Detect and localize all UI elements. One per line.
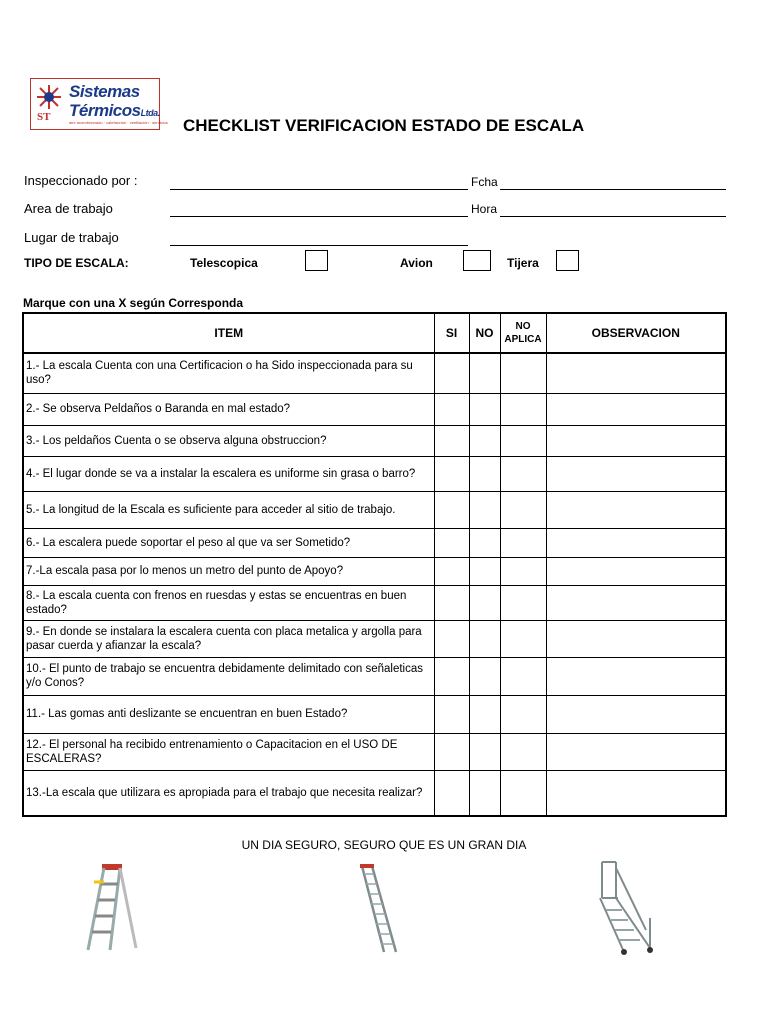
area-label: Area de trabajo	[24, 201, 113, 216]
inspeccionado-label: Inspeccionado por :	[24, 173, 138, 188]
si-cell[interactable]	[434, 733, 469, 770]
si-cell[interactable]	[434, 491, 469, 528]
area-field[interactable]	[170, 216, 468, 217]
observacion-cell[interactable]	[546, 620, 726, 657]
checklist-row	[23, 695, 726, 733]
observacion-cell[interactable]	[546, 491, 726, 528]
hora-field[interactable]	[500, 216, 726, 217]
inspeccionado-field[interactable]	[170, 189, 468, 190]
no-cell[interactable]	[469, 491, 500, 528]
si-cell[interactable]	[434, 620, 469, 657]
header-item: ITEM	[23, 313, 434, 353]
checklist-item-text: 5.- La longitud de la Escala es suficiente para acceder al sitio de trabajo.	[23, 491, 434, 528]
checklist-table	[22, 312, 727, 817]
tipo-tijera-label: Tijera	[507, 256, 539, 270]
observacion-cell[interactable]	[546, 353, 726, 393]
page-title: CHECKLIST VERIFICACION ESTADO DE ESCALA	[183, 116, 585, 135]
logo-line2: TérmicosLtda.	[69, 101, 160, 120]
logo-mark: ST	[37, 111, 51, 123]
logo-line1: Sistemas	[69, 82, 140, 101]
no-cell[interactable]	[469, 456, 500, 491]
observacion-cell[interactable]	[546, 456, 726, 491]
checklist-row	[23, 770, 726, 816]
tipo-label: TIPO DE ESCALA:	[24, 256, 129, 270]
header-observacion: OBSERVACION	[546, 313, 726, 353]
si-cell[interactable]	[434, 528, 469, 557]
hora-label: Hora	[471, 202, 498, 216]
no-cell[interactable]	[469, 585, 500, 620]
observacion-cell[interactable]	[546, 528, 726, 557]
no-cell[interactable]	[469, 425, 500, 456]
no-aplica-cell[interactable]	[500, 557, 546, 585]
no-aplica-cell[interactable]	[500, 491, 546, 528]
no-cell[interactable]	[469, 528, 500, 557]
si-cell[interactable]	[434, 657, 469, 695]
si-cell[interactable]	[434, 695, 469, 733]
extension-ladder-image	[358, 864, 400, 954]
si-cell[interactable]	[434, 393, 469, 425]
no-aplica-cell[interactable]	[500, 353, 546, 393]
safety-slogan: UN DIA SEGURO, SEGURO QUE ES UN GRAN DIA	[241, 838, 527, 852]
observacion-cell[interactable]	[546, 393, 726, 425]
no-cell[interactable]	[469, 695, 500, 733]
checklist-item-text: 10.- El punto de trabajo se encuentra debidamente delimitado con señaleticas y/o Conos?	[23, 657, 434, 695]
observacion-cell[interactable]	[546, 733, 726, 770]
checklist-row	[23, 557, 726, 585]
si-cell[interactable]	[434, 353, 469, 393]
tijera-checkbox[interactable]	[556, 250, 579, 271]
logo-tagline: aire acondicionado · calefacción · ventilación · servicios	[69, 120, 168, 125]
checklist-item-text: 12.- El personal ha recibido entrenamiento o Capacitacion en el USO DE ESCALERAS?	[23, 733, 434, 770]
avion-checkbox[interactable]	[463, 250, 491, 271]
no-aplica-cell[interactable]	[500, 528, 546, 557]
instruction-text: Marque con una X según Corresponda	[23, 296, 244, 310]
checklist-item-text: 8.- La escala cuenta con frenos en ruesdas y estas se encuentras en buen estado?	[23, 585, 434, 620]
si-cell[interactable]	[434, 585, 469, 620]
observacion-cell[interactable]	[546, 657, 726, 695]
no-aplica-cell[interactable]	[500, 456, 546, 491]
observacion-cell[interactable]	[546, 425, 726, 456]
no-aplica-cell[interactable]	[500, 770, 546, 816]
checklist-item-text: 1.- La escala Cuenta con una Certificacion o ha Sido inspeccionada para su uso?	[23, 353, 434, 393]
scissor-ladder-image	[80, 862, 142, 952]
si-cell[interactable]	[434, 770, 469, 816]
checklist-item-text: 11.- Las gomas anti deslizante se encuentran en buen Estado?	[23, 695, 434, 733]
header-si: SI	[434, 313, 469, 353]
checklist-row	[23, 456, 726, 491]
no-cell[interactable]	[469, 557, 500, 585]
fecha-field[interactable]	[500, 189, 726, 190]
no-cell[interactable]	[469, 393, 500, 425]
no-aplica-cell[interactable]	[500, 585, 546, 620]
header-no: NO	[469, 313, 500, 353]
checklist-item-text: 4.- El lugar donde se va a instalar la escalera es uniforme sin grasa o barro?	[23, 456, 434, 491]
checklist-row	[23, 491, 726, 528]
no-aplica-cell[interactable]	[500, 733, 546, 770]
observacion-cell[interactable]	[546, 585, 726, 620]
no-aplica-cell[interactable]	[500, 393, 546, 425]
observacion-cell[interactable]	[546, 695, 726, 733]
no-cell[interactable]	[469, 733, 500, 770]
no-cell[interactable]	[469, 770, 500, 816]
company-logo	[30, 78, 168, 130]
platform-ladder-image	[594, 858, 656, 956]
sun-icon	[35, 83, 63, 111]
fecha-label: Fcha	[471, 175, 498, 189]
checklist-row	[23, 528, 726, 557]
no-aplica-cell[interactable]	[500, 695, 546, 733]
no-aplica-cell[interactable]	[500, 425, 546, 456]
checklist-item-text: 2.- Se observa Peldaños o Baranda en mal estado?	[23, 393, 434, 425]
table-header-row	[23, 313, 726, 353]
si-cell[interactable]	[434, 456, 469, 491]
checklist-row	[23, 733, 726, 770]
checklist-row	[23, 657, 726, 695]
checklist-row	[23, 585, 726, 620]
si-cell[interactable]	[434, 425, 469, 456]
checklist-item-text: 9.- En donde se instalara la escalera cuenta con placa metalica y argolla para pasar cuerda y afianzar la escala?	[23, 620, 434, 657]
no-cell[interactable]	[469, 657, 500, 695]
observacion-cell[interactable]	[546, 770, 726, 816]
checklist-item-text: 13.-La escala que utilizara es apropiada para el trabajo que necesita realizar?	[23, 770, 434, 816]
no-aplica-cell[interactable]	[500, 657, 546, 695]
tipo-avion-label: Avion	[400, 256, 433, 270]
lugar-label: Lugar de trabajo	[24, 230, 119, 245]
telescopica-checkbox[interactable]	[305, 250, 328, 271]
checklist-row	[23, 353, 726, 393]
checklist-item-text: 7.-La escala pasa por lo menos un metro del punto de Apoyo?	[23, 557, 434, 585]
checklist-row	[23, 425, 726, 456]
lugar-field[interactable]	[170, 245, 468, 246]
header-no-aplica: NO APLICA	[500, 313, 546, 353]
observacion-cell[interactable]	[546, 557, 726, 585]
tipo-telescopica-label: Telescopica	[190, 256, 258, 270]
no-cell[interactable]	[469, 620, 500, 657]
checklist-item-text: 6.- La escalera puede soportar el peso al que va ser Sometido?	[23, 528, 434, 557]
checklist-row	[23, 620, 726, 657]
no-aplica-cell[interactable]	[500, 620, 546, 657]
no-cell[interactable]	[469, 353, 500, 393]
checklist-item-text: 3.- Los peldaños Cuenta o se observa alguna obstruccion?	[23, 425, 434, 456]
si-cell[interactable]	[434, 557, 469, 585]
checklist-row	[23, 393, 726, 425]
